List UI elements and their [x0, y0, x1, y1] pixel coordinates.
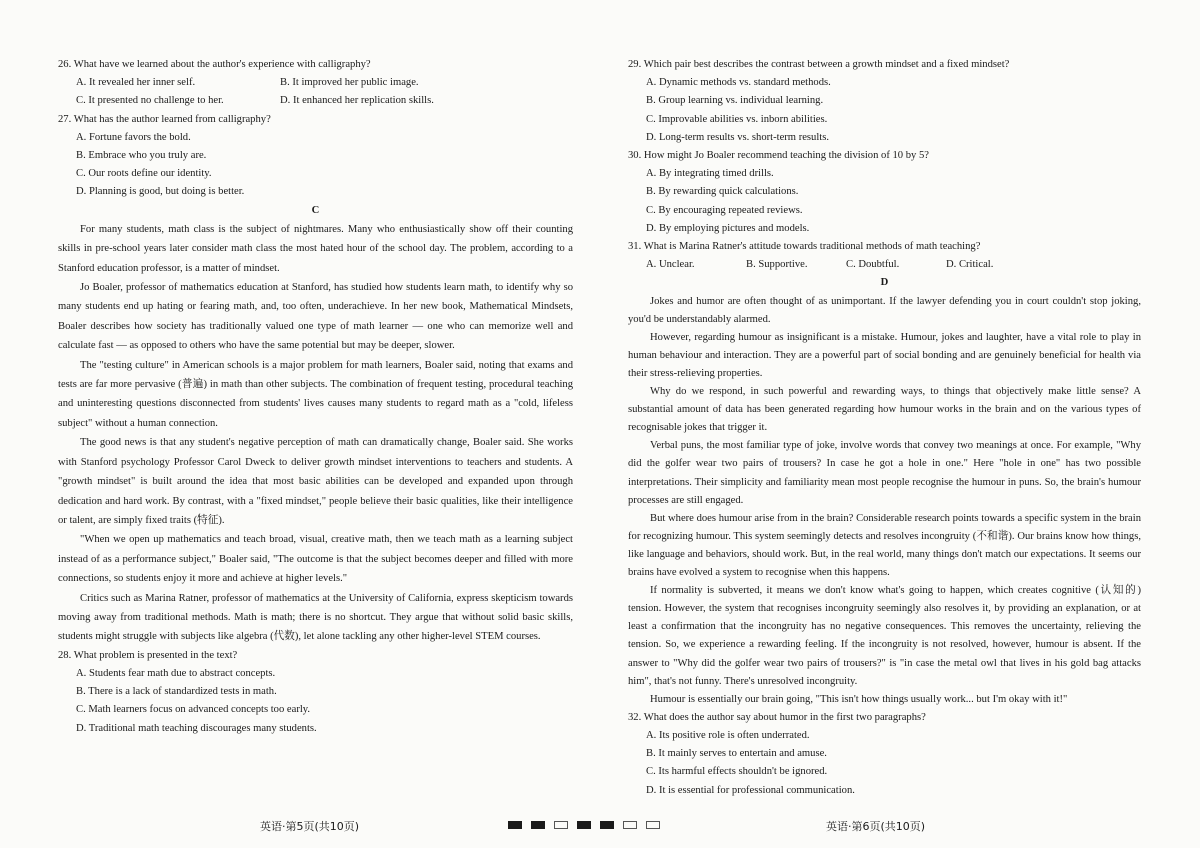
- question-29-option-c: C. Improvable abilities vs. inborn abilities.: [646, 113, 828, 125]
- question-30-option-a: A. By integrating timed drills.: [646, 168, 774, 180]
- question-27-stem: 27. What has the author learned from calligraphy?: [58, 113, 271, 125]
- question-27-option-a: A. Fortune favors the bold.: [76, 131, 191, 143]
- section-c-heading: C: [311, 204, 320, 216]
- question-31-option-b: B. Supportive.: [746, 259, 808, 271]
- passage-c-paragraph: Critics such as Marina Ratner, professor of mathematics at the University of California, express skepticism towards moving away from traditional methods. Math is math; there is no shortcut. They argue that without solid basic skills, students might struggle with subjects like algebra (代数), let alone tackling any other higher-level STEM courses.: [58, 592, 573, 643]
- print-mark-open: [623, 821, 637, 829]
- page-footer-left: 英语·第5页(共10页): [260, 820, 360, 833]
- print-mark-filled: [600, 821, 614, 829]
- passage-c-paragraph: The "testing culture" in American schools is a major problem for math learners, Boaler said, noting that exams and tests are far more pervasive (普遍) in math than other subjects. The combination of frequent testing, procedural teaching and uninteresting questions disconnected from students' lives causes many students to regard math as a "cold, lifeless subject" without a human connection.: [58, 359, 573, 429]
- question-29-option-d: D. Long-term results vs. short-term results.: [646, 131, 830, 143]
- passage-d-paragraph: Humour is essentially our brain going, "This isn't how things usually work... but I'm okay with it!": [650, 693, 1068, 705]
- question-26-option-a: A. It revealed her inner self.: [76, 77, 196, 89]
- question-26-option-b: B. It improved her public image.: [280, 77, 419, 89]
- question-32-option-a: A. Its positive role is often underrated.: [646, 730, 810, 741]
- page-footer-right: 英语·第6页(共10页): [826, 820, 926, 833]
- passage-d-paragraph: However, regarding humour as insignificant is a mistake. Humour, jokes and laughter, have a vital role to play in human behaviour and interaction. They are a powerful part of social bonding and are genuinely beneficial for health via their stress-relieving properties.: [628, 331, 1141, 380]
- passage-c-paragraph: For many students, math class is the subject of nightmares. Many who enthusiastically show off their counting skills in pre-school years later consider math class the most hated hour of the school day. The problem, according to a Stanford education professor, is a matter of mindset.: [58, 223, 573, 274]
- passage-c-paragraph: "When we open up mathematics and teach broad, visual, creative math, then we teach math as a learning subject instead of as a performance subject," Boaler said, "The outcome is that the subject becomes deeper and filled with more connections, so students enjoy it more and achieve at higher levels.": [58, 534, 573, 585]
- question-26-option-d: D. It enhanced her replication skills.: [280, 95, 434, 107]
- passage-d-paragraph: Why do we respond, in such powerful and rewarding ways, to things that objectively make little sense? A substantial amount of data has been generated regarding how humour works in the brain and on the various types of recognisable jokes that trigger it.: [628, 386, 1141, 434]
- passage-c-paragraph: Jo Boaler, professor of mathematics education at Stanford, has studied how students learn math, to identify why so many students end up hating or fearing math, and, too often, underachieve. In her new book, Mathematical Mindsets, Boaler describes how society has traditionally valued one type of math learner — one who can memorize well and calculate fast — as opposed to others who have the same potential but may be deeper, slower.: [58, 282, 573, 352]
- passage-d-paragraph: Verbal puns, the most familiar type of joke, involve words that convey two meanings at once. For example, "Why did the golfer wear two pairs of trousers? In case he got a hole in one." Here "hole in one" has two possible interpretations. Their simplicity and familiarity mean most people recognise the humour in puns. So, the brain's humour processes are still engaged.: [628, 440, 1141, 506]
- question-32-option-d: D. It is essential for professional communication.: [646, 784, 855, 796]
- question-32-stem: 32. What does the author say about humor in the first two paragraphs?: [628, 711, 926, 723]
- question-31-stem: 31. What is Marina Ratner's attitude towards traditional methods of math teaching?: [628, 241, 981, 253]
- question-31-option-a: A. Unclear.: [646, 259, 695, 271]
- passage-d-paragraph: But where does humour arise from in the brain? Considerable research points towards a specific system in the brain for recognizing humour. This system seemingly detects and resolves incongruity (不和谐). Our brains know how things, like language and behaviors, should work. But, in the real world, many things don't match our expectations. It seems our brains have evolved a system to recognise when this happens.: [628, 512, 1141, 579]
- question-28-stem: 28. What problem is presented in the text?: [58, 649, 238, 661]
- question-31-option-c: C. Doubtful.: [846, 259, 900, 271]
- passage-c-paragraph: The good news is that any student's negative perception of math can dramatically change, Boaler said. She works with Stanford psychology Professor Carol Dweck to deliver growth mindset interventions to teachers and students. A "growth mindset" is built around the idea that most basic abilities can be developed and expanded upon through dedication and hard work. By contrast, with a "fixed mindset," people believe their basic qualities, like their intelligence or talent, are simply fixed traits (特征).: [58, 437, 573, 526]
- question-31-options-row: [646, 256, 1141, 274]
- question-29-stem: 29. Which pair best describes the contrast between a growth mindset and a fixed mindset?: [628, 59, 1010, 70]
- section-d-heading: D: [880, 277, 889, 289]
- question-29-option-b: B. Group learning vs. individual learning.: [646, 95, 824, 107]
- question-30-option-d: D. By employing pictures and models.: [646, 222, 810, 234]
- print-mark-filled: [577, 821, 591, 829]
- question-28-option-d: D. Traditional math teaching discourages many students.: [76, 722, 317, 734]
- print-marks: [508, 821, 660, 829]
- question-31-option-d: D. Critical.: [946, 259, 994, 271]
- question-32-option-c: C. Its harmful effects shouldn't be ignored.: [646, 766, 828, 778]
- right-column: [628, 56, 1141, 800]
- question-28-option-b: B. There is a lack of standardized tests in math.: [76, 686, 277, 698]
- passage-d-paragraph: Jokes and humor are often thought of as unimportant. If the lawyer defending you in court couldn't stop joking, you'd be understandably alarmed.: [628, 295, 1141, 325]
- question-29-option-a: A. Dynamic methods vs. standard methods.: [646, 77, 831, 89]
- question-26-options-row-1: [76, 74, 573, 92]
- question-26-stem: 26. What have we learned about the author's experience with calligraphy?: [58, 59, 371, 70]
- print-mark-filled: [531, 821, 545, 829]
- question-30-option-c: C. By encouraging repeated reviews.: [646, 204, 803, 216]
- print-mark-open: [646, 821, 660, 829]
- question-30-stem: 30. How might Jo Boaler recommend teaching the division of 10 by 5?: [628, 150, 929, 162]
- passage-d-paragraph: If normality is subverted, it means we don't know what's going to happen, which creates cognitive (认知的) tension. However, the system that recognises incongruity seemingly also resolves it, by providing an explanation, or at least a confirmation that the incongruity has no negative consequences. This removes the uncertainty, relieving the tension. So, we experience a rewarding feeling. If the incongruity is not resolved, however, humour is absent. If the answer to "Why did the golfer wear two pairs of trousers?" is "in case the metal owl that lives in his gold bag attacks him", that's not funny. There's unresolved incongruity.: [628, 585, 1141, 687]
- question-27-option-d: D. Planning is good, but doing is better.: [76, 186, 245, 198]
- question-28-option-a: A. Students fear math due to abstract concepts.: [76, 667, 276, 679]
- question-26-options-row-2: [76, 92, 573, 110]
- question-27-option-c: C. Our roots define our identity.: [76, 168, 212, 180]
- print-mark-filled: [508, 821, 522, 829]
- question-27-option-b: B. Embrace who you truly are.: [76, 150, 207, 162]
- question-26-option-c: C. It presented no challenge to her.: [76, 95, 224, 107]
- question-30-option-b: B. By rewarding quick calculations.: [646, 186, 799, 198]
- print-mark-open: [554, 821, 568, 829]
- question-28-option-c: C. Math learners focus on advanced concepts too early.: [76, 704, 311, 716]
- left-column: [58, 56, 573, 738]
- question-32-option-b: B. It mainly serves to entertain and amuse.: [646, 748, 827, 760]
